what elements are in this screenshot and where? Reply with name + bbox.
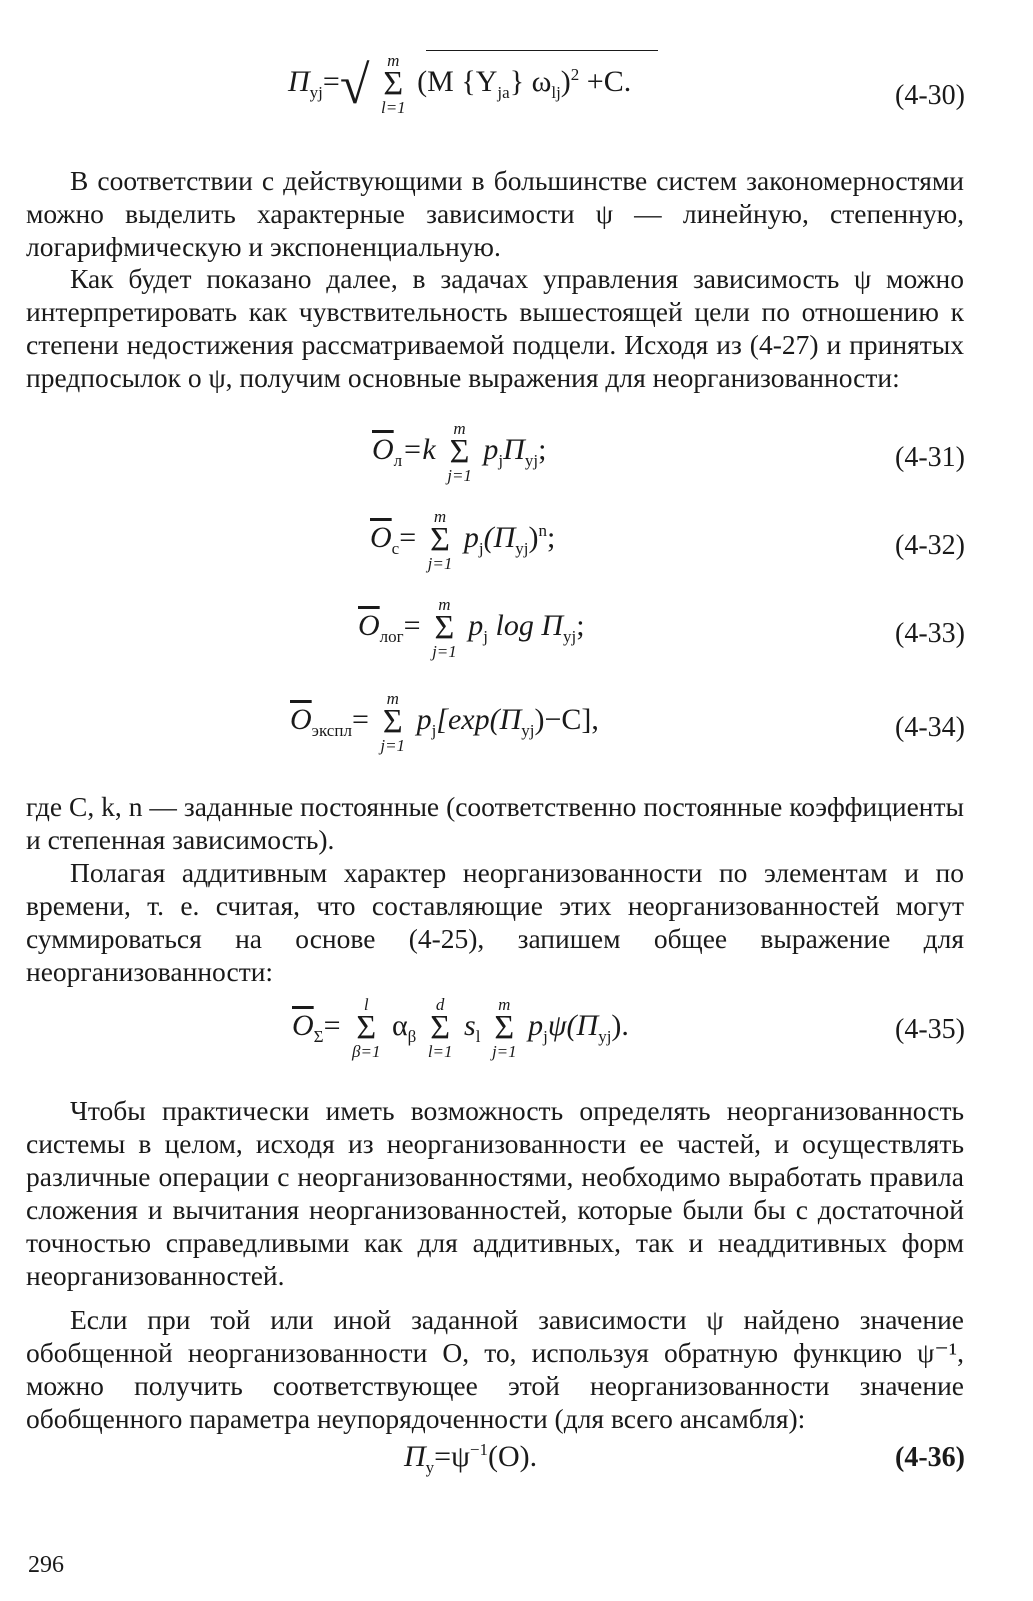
paragraph: Как будет показано далее, в задачах управления зависимость ψ можно интерпретировать как чувствительность вышестоящей цели по отношению к степени недостижения рассматриваемой подцели. Исходя из (4-27) и принятых предпосылок о ψ, получим основные выражения для неорганизованности: [26, 263, 964, 393]
equation-number: (4-30) [895, 80, 965, 111]
paragraph: Полагая аддитивным характер неорганизованности по элементам и по времени, т. е. считая, что составляющие этих неорганизованностей могут суммироваться на основе (4-25), запишем общее выражение для неорганизованности: [26, 857, 964, 987]
equation-number: (4-34) [895, 712, 965, 743]
equation-4-34: $\overline{O}_{экспл}=$ m Σ j=1 $p_j[\exp(П_{yj})-C]$, [290, 689, 599, 755]
sqrt-bar [426, 50, 658, 51]
equation-4-33: $\overline{O}_{лог}=$ m Σ j=1 $p_j$ $\log П_{yj}$; [358, 595, 585, 661]
equation-number: (4-33) [895, 618, 965, 649]
equation-number: (4-36) [895, 1442, 965, 1473]
equation-4-36: $П_y=\psi^{-1}(O)$. [404, 1440, 538, 1477]
page-number: 296 [28, 1552, 64, 1578]
equation-4-32: $\overline{O}_c=$ m Σ j=1 $p_j(П_{yj})^n$; [370, 507, 556, 573]
equation-number: (4-35) [895, 1014, 965, 1045]
paragraph: В соответствии с действующими в большинстве систем закономерностями можно выделить характерные зависимости ψ — линейную, степенную, логарифмическую и экспоненциальную. [26, 165, 964, 262]
equation-number: (4-32) [895, 530, 965, 561]
paragraph: где C, k, n — заданные постоянные (соответственно постоянные коэффициенты и степенная зависимость). [26, 791, 964, 855]
paragraph: Если при той или иной заданной зависимости ψ найдено значение обобщенной неорганизованности O, то, используя обратную функцию ψ⁻¹, можно получить соответствующее этой неорганизованности значение обобщенного параметра неупорядоченности (для всего ансамбля): [26, 1304, 964, 1434]
equation-4-35: $\overline{O}_\Sigma=$ l Σ β=1 $\alpha_\beta$ d Σ l=1 $s_l$ m Σ j=1 $p_j\psi(П_{yj})$. [292, 995, 629, 1061]
paragraph: Чтобы практически иметь возможность определять неорганизованность системы в целом, исходя из неорганизованности ее частей, и осуществлять различные операции с неорганизованностями, необходимо выработать правила сложения и вычитания неорганизованностей, которые были бы с достаточной точностью справедливыми как для аддитивных, так и неаддитивных форм неорганизованностей. [26, 1095, 964, 1291]
equation-4-31: $\overline{O}_л=k$ m Σ j=1 $p_jП_{yj}$; [372, 419, 547, 485]
equation-number: (4-31) [895, 442, 965, 473]
equation-4-30: $П_{yj}=√$ m Σ l=1 (M $\{Y_{ja}\}$ $\omega_{lj})^2 +C$. [288, 51, 632, 117]
